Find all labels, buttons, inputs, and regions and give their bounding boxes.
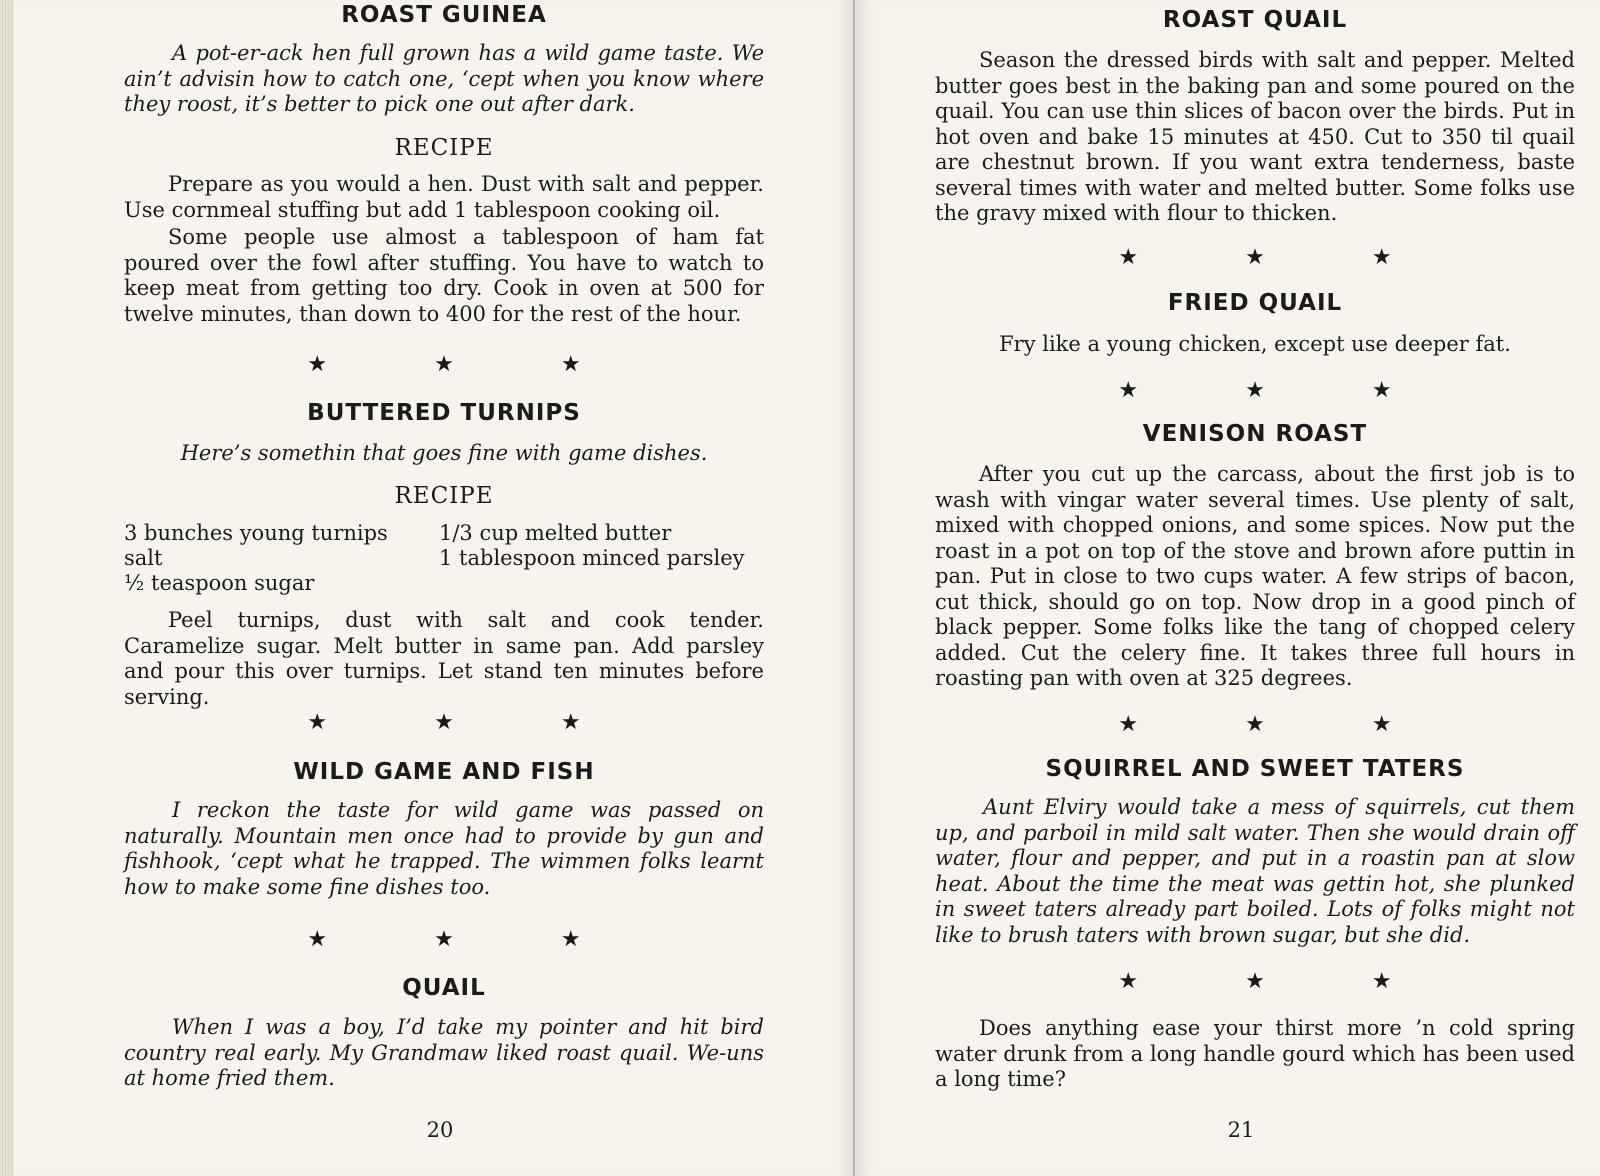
- venison-roast-title: VENISON ROAST: [1142, 421, 1368, 447]
- buttered-turnips-intro: Here’s somethin that goes fine with game dishes.: [180, 441, 708, 465]
- ingredient: 1 tablespoon minced parsley: [439, 546, 745, 570]
- star-separator: ★ ★ ★: [307, 710, 631, 735]
- star-separator: ★ ★ ★: [307, 352, 631, 377]
- buttered-turnips-directions: Peel turnips, dust with salt and cook tender. Caramelize sugar. Melt butter in same pan. Add parsley and pour this over turnips. Let stand ten minutes before serving.: [124, 608, 764, 709]
- star-separator: ★ ★ ★: [307, 927, 631, 952]
- venison-roast-text: After you cut up the carcass, about the first job is to wash with vingar water several times. Use plenty of salt, mixed with chopped onions, and some spices. Now put the roast in a pot on top of the stove and brown afore puttin in pan. Put in close to two cups water. A few strips of bacon, cut thick, should go on top. Now drop in a good pinch of black pepper. Some folks like the tang of chopped celery added. Cut the celery fine. It takes three full hours in roasting pan with oven at 325 degrees.: [935, 462, 1575, 690]
- roast-guinea-title: ROAST GUINEA: [341, 2, 547, 28]
- ingredient: ½ teaspoon sugar: [124, 571, 315, 595]
- roast-guinea-paragraph-2: Some people use almost a tablespoon of ham fat poured over the fowl after stuffing. You have to watch to keep meat from getting too dry. Cook in oven at 500 for twelve minutes, than down to 400 for the rest of the hour.: [124, 225, 764, 326]
- star-separator: ★ ★ ★: [1118, 378, 1442, 403]
- wild-game-title: WILD GAME AND FISH: [293, 759, 595, 785]
- page-edge: [0, 0, 14, 1176]
- ingredient: 3 bunches young turnips: [124, 521, 388, 545]
- roast-guinea-intro: A pot-er-ack hen full grown has a wild game taste. We ain’t advisin how to catch one, ‘cept when you know where they roost, it’s better to pick one out after dark.: [124, 41, 764, 116]
- fried-quail-title: FRIED QUAIL: [1167, 290, 1343, 316]
- recipe-label: RECIPE: [394, 135, 494, 161]
- squirrel-text: Aunt Elviry would take a mess of squirrels, cut them up, and parboil in mild salt water. Then she would drain off water, flour and pepper, and put in a roastin pan at slow heat. About the time the meat was gettin hot, she plunked in sweet taters already part boiled. Lots of folks might not like to brush taters with brown sugar, but she did.: [935, 795, 1575, 947]
- ingredient-list: [124, 521, 764, 596]
- recipe-label: RECIPE: [394, 483, 494, 509]
- quail-text: When I was a boy, I’d take my pointer and hit bird country real early. My Grandmaw liked roast quail. We-uns at home fried them.: [124, 1015, 764, 1090]
- roast-quail-text: Season the dressed birds with salt and pepper. Melted butter goes best in the baking pan and some poured on the quail. You can use thin slices of bacon over the birds. Put in hot oven and bake 15 minutes at 450. Cut to 350 til quail are chestnut brown. If you want extra tenderness, baste several times with water and melted butter. Some folks use the gravy mixed with flour to thicken.: [935, 48, 1575, 225]
- quail-title: QUAIL: [402, 975, 486, 1001]
- roast-guinea-paragraph-1: Prepare as you would a hen. Dust with salt and pepper. Use cornmeal stuffing but add 1 tablespoon cooking oil.: [124, 172, 764, 222]
- fried-quail-text: Fry like a young chicken, except use deeper fat.: [999, 332, 1511, 356]
- squirrel-title: SQUIRREL AND SWEET TATERS: [1045, 756, 1465, 782]
- ingredient: 1/3 cup melted butter: [439, 521, 672, 545]
- page-number: 20: [426, 1118, 454, 1142]
- buttered-turnips-title: BUTTERED TURNIPS: [307, 400, 581, 426]
- ingredient: salt: [124, 546, 163, 570]
- star-separator: ★ ★ ★: [1118, 245, 1442, 270]
- wild-game-text: I reckon the taste for wild game was passed on naturally. Mountain men once had to provide by gun and fishhook, ‘cept what he trapped. The wimmen folks learnt how to make some fine dishes too.: [124, 798, 764, 899]
- ingredient: [439, 571, 769, 596]
- page-number: 21: [1227, 1118, 1255, 1142]
- star-separator: ★ ★ ★: [1118, 712, 1442, 737]
- right-page: [855, 0, 1600, 1176]
- roast-quail-title: ROAST QUAIL: [1162, 7, 1348, 33]
- star-separator: ★ ★ ★: [1118, 969, 1442, 994]
- closing-text: Does anything ease your thirst more ’n cold spring water drunk from a long handle gourd which has been used a long time?: [935, 1016, 1575, 1091]
